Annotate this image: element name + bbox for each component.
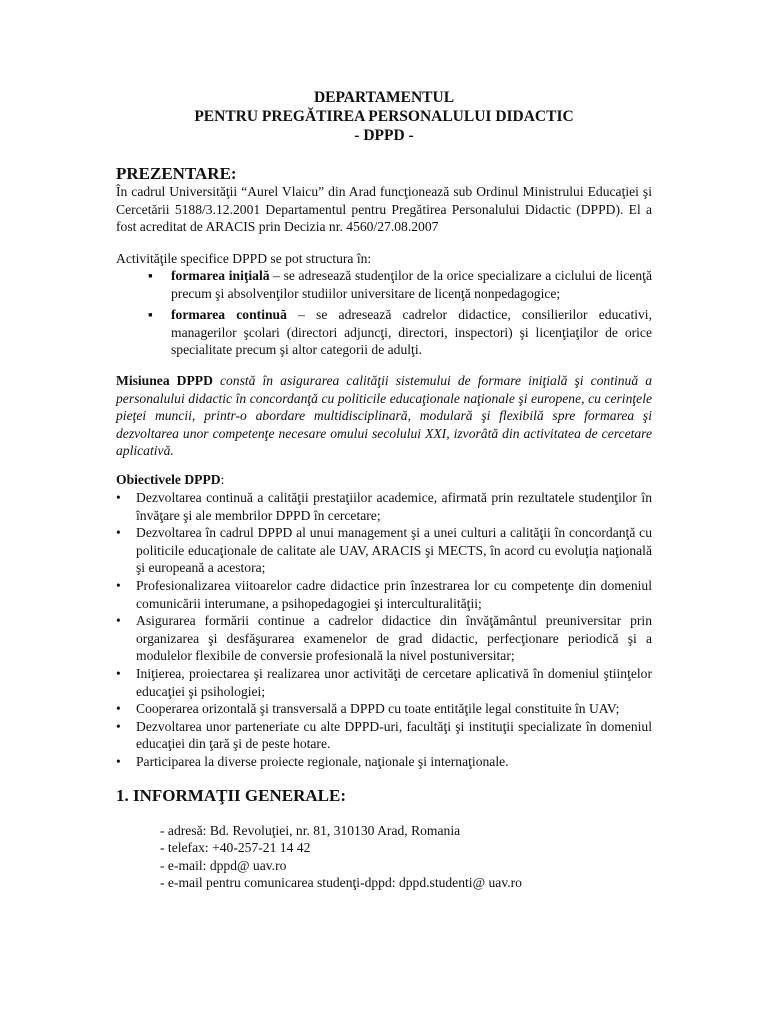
list-item [116,665,652,700]
bullet-icon: • [116,613,121,629]
list-item [116,753,652,771]
item-term: formarea iniţială [171,268,270,283]
item-term: formarea continuă [171,307,287,323]
activitati-intro: Activităţile specifice DPPD se pot structura în: [116,251,372,266]
item-text: Dezvoltarea în cadrul DPPD al unui management şi a unei culturi a calităţii în concordanţă cu politicile educaţionale de calitate ale UAV, ARACIS şi MECTS, în acord cu evoluţia naţională şi europeană a acestora; [136,525,652,576]
address-line: - adresă: Bd. Revoluţiei, nr. 81, 310130 Arad, Romania [160,823,461,838]
bullet-icon: • [116,525,121,541]
item-text: – se adresează cadrelor didactice, consilierilor educativi, managerilor şcolari (directori adjuncţi, directori, inspectori) şi licenţiaţilor de orice specialitate precum şi altor categorii de adulţi. [171,307,652,358]
bullet-icon: ▪ [148,307,153,323]
document-header [0,88,768,145]
list-item [146,267,652,302]
activitati-list [146,267,652,363]
list-item [116,718,652,753]
bullet-icon: • [116,701,121,717]
bullet-icon: ▪ [148,268,153,283]
obiective-heading [116,472,224,488]
item-text: Dezvoltarea continuă a calităţii prestaţiilor academice, afirmată prin rezultatele studenţilor în învăţare şi ale membrilor DPPD în cercetare; [136,490,652,523]
misiunea-text: constă în asigurarea calităţii sistemului de formare iniţială şi continuă a personalului didactic în concordanţă cu politicile educaţionale naţionale şi europene, cu cerinţele pieţei muncii, printr-o abordare multidisciplinară, modulară şi flexibilă spre formarea şi dezvoltarea unor competenţe necesare omului secolului XXI, izvorâtă din activitatea de cercetare aplicativă. [116,373,652,459]
item-text: Participarea la diverse proiecte regionale, naţionale şi internaţionale. [136,753,509,769]
item-text: Iniţierea, proiectarea şi realizarea unor activităţi de cercetare aplicativă în domeniul ştiinţelor educaţiei şi psihologiei; [136,665,652,699]
prezentare-text: În cadrul Universităţii “Aurel Vlaicu” din Arad funcţionează sub Ordinul Ministrului Educaţiei şi Cercetării 5188/3.12.2001 Departamentul pentru Pregătirea Personalului Didactic (DPPD). El a fost acreditat de ARACIS prin Decizia nr. 4560/27.08.2007 [116,184,652,235]
list-item [116,577,652,612]
misiunea-paragraph [116,372,652,460]
bullet-icon: • [116,490,121,505]
prezentare-heading: PREZENTARE: [116,164,237,183]
item-text: Asigurarea formării continue a cadrelor didactice din învăţământul preuniversitar prin organizarea şi desfăşurarea examenelor de grad didactic, perfecţionare periodică şi a modulelor flexibile de conversie profesională la nivel postuniversitar; [136,613,652,664]
obiective-label: Obiectivele DPPD [116,472,221,487]
header-line-3: - DPPD - [354,127,414,144]
obiective-colon: : [220,472,225,487]
list-item [116,612,652,665]
bullet-icon: • [116,665,121,681]
email-line: - e-mail: dppd@ uav.ro [160,857,287,873]
item-text: Dezvoltarea unor parteneriate cu alte DPPD-uri, facultăţi şi instituţii specializate în domeniul educaţiei din ţară şi de peste hotare. [136,718,652,752]
item-text: Profesionalizarea viitoarelor cadre didactice prin înzestrarea lor cu competenţe din domeniul comunicării interumane, a psihopedagogiei şi interculturalităţii; [136,577,652,611]
item-text: – se adresează studenţilor de la orice specializare a ciclului de licenţă precum şi absolvenţilor studiilor universitare de licenţă nonpedagogice; [171,268,652,301]
obiective-list [116,489,652,771]
contact-info [160,822,522,892]
header-line-1: DEPARTAMENTUL [313,89,455,106]
bullet-icon: • [116,718,121,734]
bullet-icon: • [116,753,121,769]
list-item [116,524,652,577]
misiunea-label: Misiunea DPPD [116,373,213,388]
list-item [146,306,652,359]
list-item [116,489,652,524]
informatii-heading: 1. INFORMAŢII GENERALE: [116,786,346,805]
item-text: Cooperarea orizontală şi transversală a DPPD cu toate entităţile legal constituite în UAV; [136,701,620,717]
telefax-line: - telefax: +40-257-21 14 42 [160,840,311,856]
header-line-2: PENTRU PREGĂTIREA PERSONALULUI DIDACTIC [194,108,574,125]
list-item [116,700,652,718]
bullet-icon: • [116,577,121,593]
student-email-line: - e-mail pentru comunicarea studenţi-dppd: dppd.studenti@ uav.ro [160,875,522,891]
